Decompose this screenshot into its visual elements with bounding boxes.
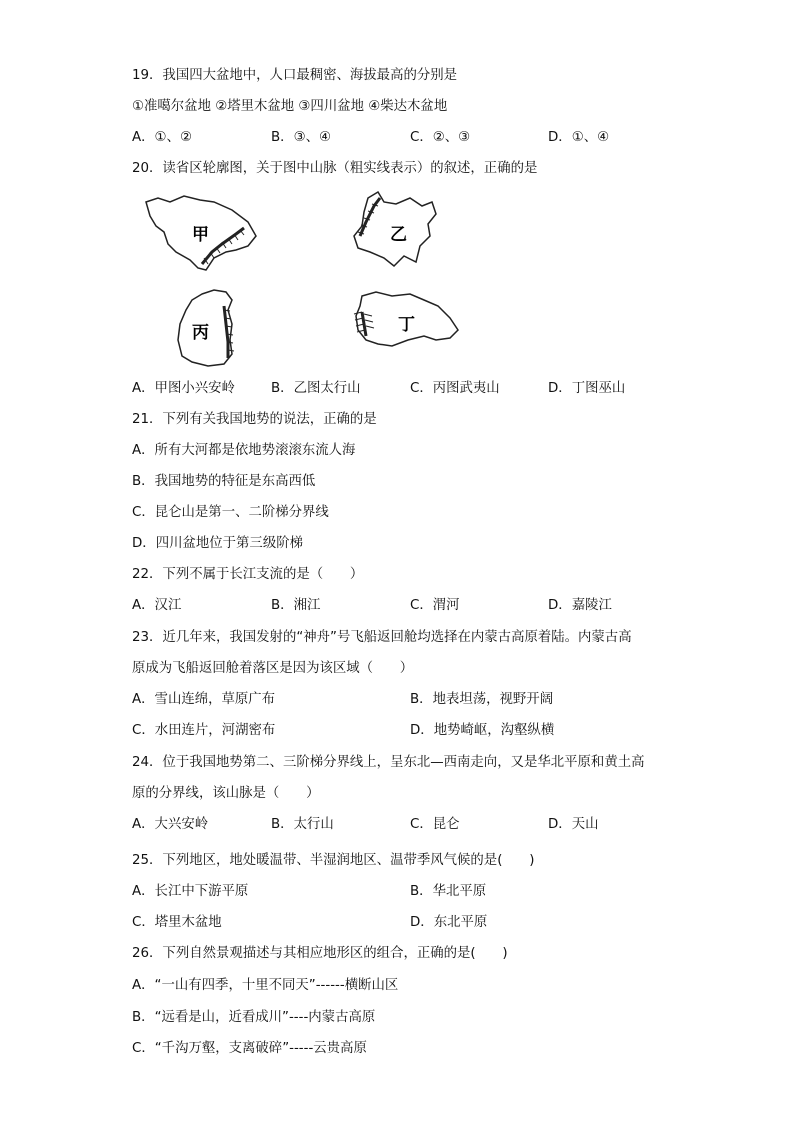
q21-option-b: B．我国地势的特征是东高西低 xyxy=(132,474,316,489)
q20-option-a: A．甲图小兴安岭 xyxy=(132,381,235,396)
q24-stem-line1: 24．位于我国地势第二、三阶梯分界线上，呈东北—西南走向，又是华北平原和黄土高 xyxy=(132,755,645,770)
q23-option-c: C．水田连片，河湖密布 xyxy=(132,723,276,738)
q25-option-d: D．东北平原 xyxy=(410,915,488,930)
q19-items: ①准噶尔盆地 ②塔里木盆地 ③四川盆地 ④柴达木盆地 xyxy=(132,99,448,114)
q24-option-b: B．太行山 xyxy=(271,817,334,832)
q19-option-c: C．②、③ xyxy=(410,130,471,145)
q22-stem: 22．下列不属于长江支流的是（ ） xyxy=(132,567,364,582)
q23-option-d: D．地势崎岖，沟壑纵横 xyxy=(410,723,555,738)
q22-option-c: C．渭河 xyxy=(410,598,460,613)
q26-option-a: A．“一山有四季，十里不同天”------横断山区 xyxy=(132,978,399,993)
map-label-yi: 乙 xyxy=(390,225,407,245)
q25-option-a: A．长江中下游平原 xyxy=(132,884,249,899)
q22-option-b: B．湘江 xyxy=(271,598,321,613)
q26-stem: 26．下列自然景观描述与其相应地形区的组合，正确的是( ) xyxy=(132,946,508,961)
map-label-bing: 丙 xyxy=(192,323,209,343)
q19-option-b: B．③、④ xyxy=(271,130,331,145)
q21-stem: 21．下列有关我国地势的说法，正确的是 xyxy=(132,412,377,427)
q21-option-d: D．四川盆地位于第三级阶梯 xyxy=(132,536,303,551)
q23-option-b: B．地表坦荡，视野开阔 xyxy=(410,692,554,707)
q24-option-a: A．大兴安岭 xyxy=(132,817,209,832)
q19-option-d: D．①、④ xyxy=(548,130,610,145)
q19-option-a: A．①、② xyxy=(132,130,192,145)
q21-option-a: A．所有大河都是依地势滚滚东流人海 xyxy=(132,443,356,458)
map-jia xyxy=(146,196,256,270)
q23-stem-line1: 23．近几年来，我国发射的“神舟”号飞船返回舱均选择在内蒙古高原着陆。内蒙古高 xyxy=(132,630,632,645)
map-yi xyxy=(354,192,436,266)
q26-option-c: C．“千沟万壑，支离破碎”-----云贵高原 xyxy=(132,1041,367,1056)
map-label-ding: 丁 xyxy=(398,315,415,335)
map-bing xyxy=(178,290,234,366)
q23-option-a: A．雪山连绵，草原广布 xyxy=(132,692,276,707)
q20-option-d: D．丁图巫山 xyxy=(548,381,626,396)
q23-stem-line2: 原成为飞船返回舱着落区是因为该区域（ ） xyxy=(132,661,414,676)
q25-option-b: B．华北平原 xyxy=(410,884,487,899)
q20-option-b: B．乙图太行山 xyxy=(271,381,361,396)
q24-stem-line2: 原的分界线，该山脉是（ ） xyxy=(132,786,320,801)
q21-option-c: C．昆仑山是第一、二阶梯分界线 xyxy=(132,505,329,520)
q19-stem: 19．我国四大盆地中，人口最稠密、海拔最高的分别是 xyxy=(132,68,458,83)
q26-option-b: B．“远看是山，近看成川”----内蒙古高原 xyxy=(132,1010,376,1025)
q24-option-d: D．天山 xyxy=(548,817,599,832)
q22-option-a: A．汉江 xyxy=(132,598,182,613)
q20-option-c: C．丙图武夷山 xyxy=(410,381,500,396)
q20-stem: 20．读省区轮廓图，关于图中山脉（粗实线表示）的叙述，正确的是 xyxy=(132,161,538,176)
q24-option-c: C．昆仑 xyxy=(410,817,460,832)
map-ding xyxy=(354,292,458,346)
q22-option-d: D．嘉陵江 xyxy=(548,598,612,613)
province-outline-maps xyxy=(140,190,480,370)
q25-option-c: C．塔里木盆地 xyxy=(132,915,222,930)
q25-stem: 25．下列地区，地处暖温带、半湿润地区、温带季风气候的是( ) xyxy=(132,853,535,868)
map-label-jia: 甲 xyxy=(192,225,209,245)
